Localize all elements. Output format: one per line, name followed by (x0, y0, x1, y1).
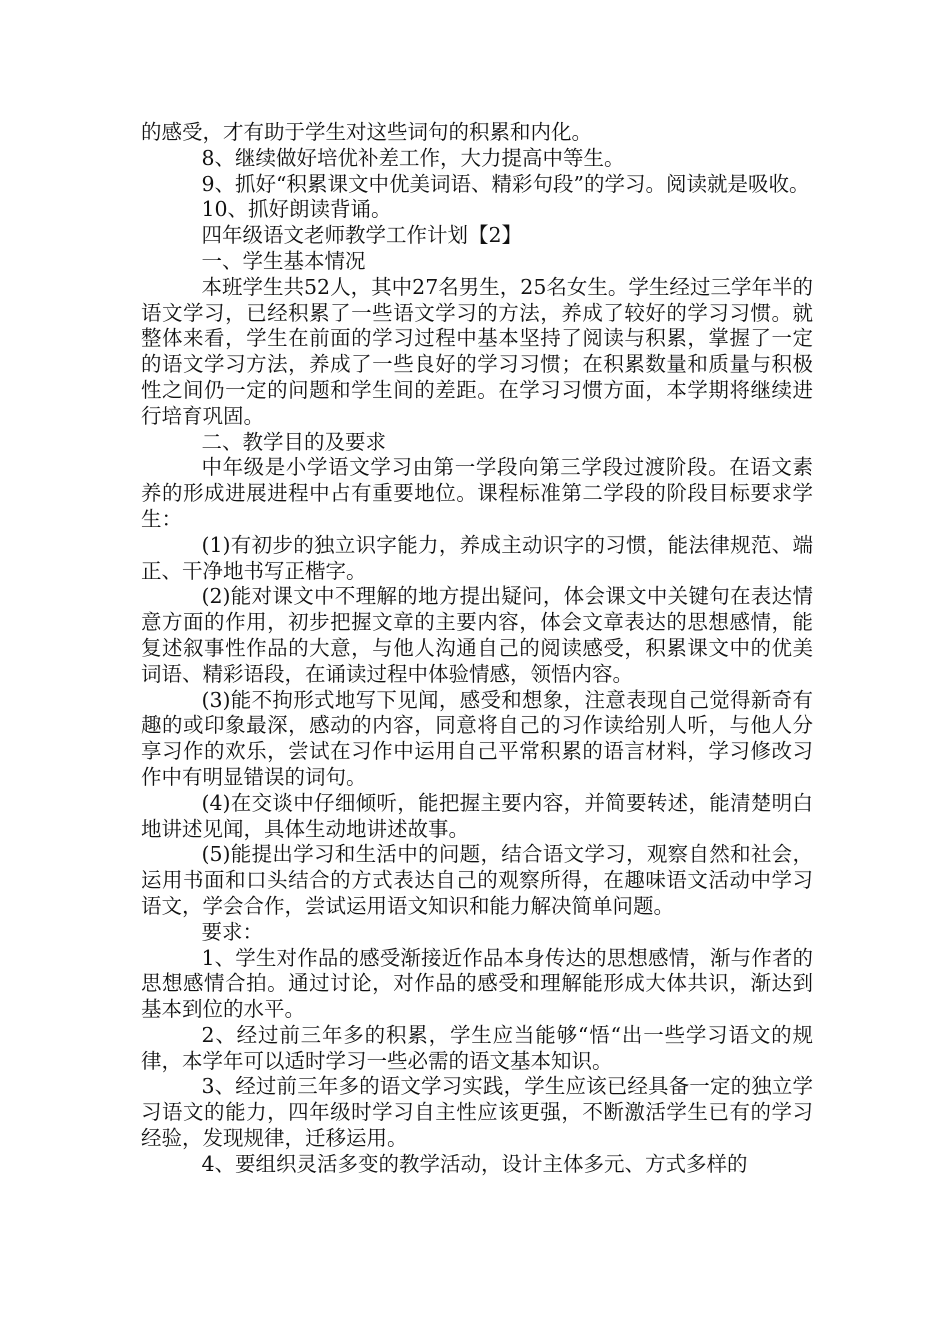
requirements-label: 要求： (201, 919, 263, 944)
paragraph: 中年级是小学语文学习由第一学段向第三学段过渡阶段。在语文素养的形成进展进程中占有重要地位。课程标准第二学段的阶段目标要求学生： (141, 455, 813, 531)
list-item: (2)能对课文中不理解的地方提出疑问，体会课文中关键句在表达情意方面的作用，初步把握文章的主要内容，体会文章表达的思想感情，能复述叙事性作品的大意，与他人沟通自己的阅读感受，积累课文中的优美词语、精彩语段，在诵读过程中体验情感，领悟内容。 (141, 584, 813, 686)
list-item: (3)能不拘形式地写下见闻，感受和想象，注意表现自己觉得新奇有趣的或印象最深，感动的内容，同意将自己的习作读给别人听，与他人分享习作的欢乐，尝试在习作中运用自己平常积累的语言材料，学习修改习作中有明显错误的词句。 (141, 687, 813, 789)
paragraph: 本班学生共52人，其中27名男生，25名女生。学生经过三学年半的语文学习，已经积累了一些语文学习的方法，养成了较好的学习习惯。就整体来看，学生在前面的学习过程中基本坚持了阅读与积累，掌握了一定的语文学习方法，养成了一些良好的学习习惯；在积累数量和质量与积极性之间仍一定的问题和学生间的差距。在学习习惯方面，本学期将继续进行培育巩固。 (141, 274, 813, 428)
document-page (141, 120, 813, 1178)
list-item: (5)能提出学习和生活中的问题，结合语文学习，观察自然和社会，运用书面和口头结合的方式表达自己的观察所得，在趣味语文活动中学习语文，学会合作，尝试运用语文知识和能力解决简单问题。 (141, 842, 813, 918)
list-item: 1、学生对作品的感受渐接近作品本身传达的思想感情，渐与作者的思想感情合拍。通过讨论，对作品的感受和理解能形成大体共识，渐达到基本到位的水平。 (141, 945, 813, 1022)
list-item: 3、经过前三年多的语文学习实践，学生应该已经具备一定的独立学习语文的能力，四年级时学习自主性应该更强，不断激活学生已有的学习经验，发现规律，迁移运用。 (141, 1074, 813, 1151)
list-item: 4、要组织灵活多变的教学活动，设计主体多元、方式多样的 (201, 1151, 748, 1176)
paragraph: 10、抓好朗读背诵。 (201, 197, 392, 222)
section-title: 四年级语文老师教学工作计划【2】 (201, 223, 523, 248)
paragraph: 的感受，才有助于学生对这些词句的积累和内化。 (141, 120, 592, 144)
section-heading: 一、学生基本情况 (201, 248, 366, 273)
section-heading: 二、教学目的及要求 (201, 429, 386, 454)
list-item: (4)在交谈中仔细倾听，能把握主要内容，并简要转述，能清楚明白地讲述见闻，具体生动地讲述故事。 (141, 790, 813, 841)
list-item: (1)有初步的独立识字能力，养成主动识字的习惯，能法律规范、端正、干净地书写正楷字。 (141, 532, 813, 583)
list-item: 2、经过前三年多的积累，学生应当能够“悟“出一些学习语文的规律，本学年可以适时学习一些必需的语文基本知识。 (141, 1022, 813, 1073)
paragraph: 9、抓好“积累课文中优美词语、精彩句段”的学习。阅读就是吸收。 (201, 171, 810, 196)
paragraph: 8、继续做好培优补差工作，大力提高中等生。 (201, 145, 625, 170)
